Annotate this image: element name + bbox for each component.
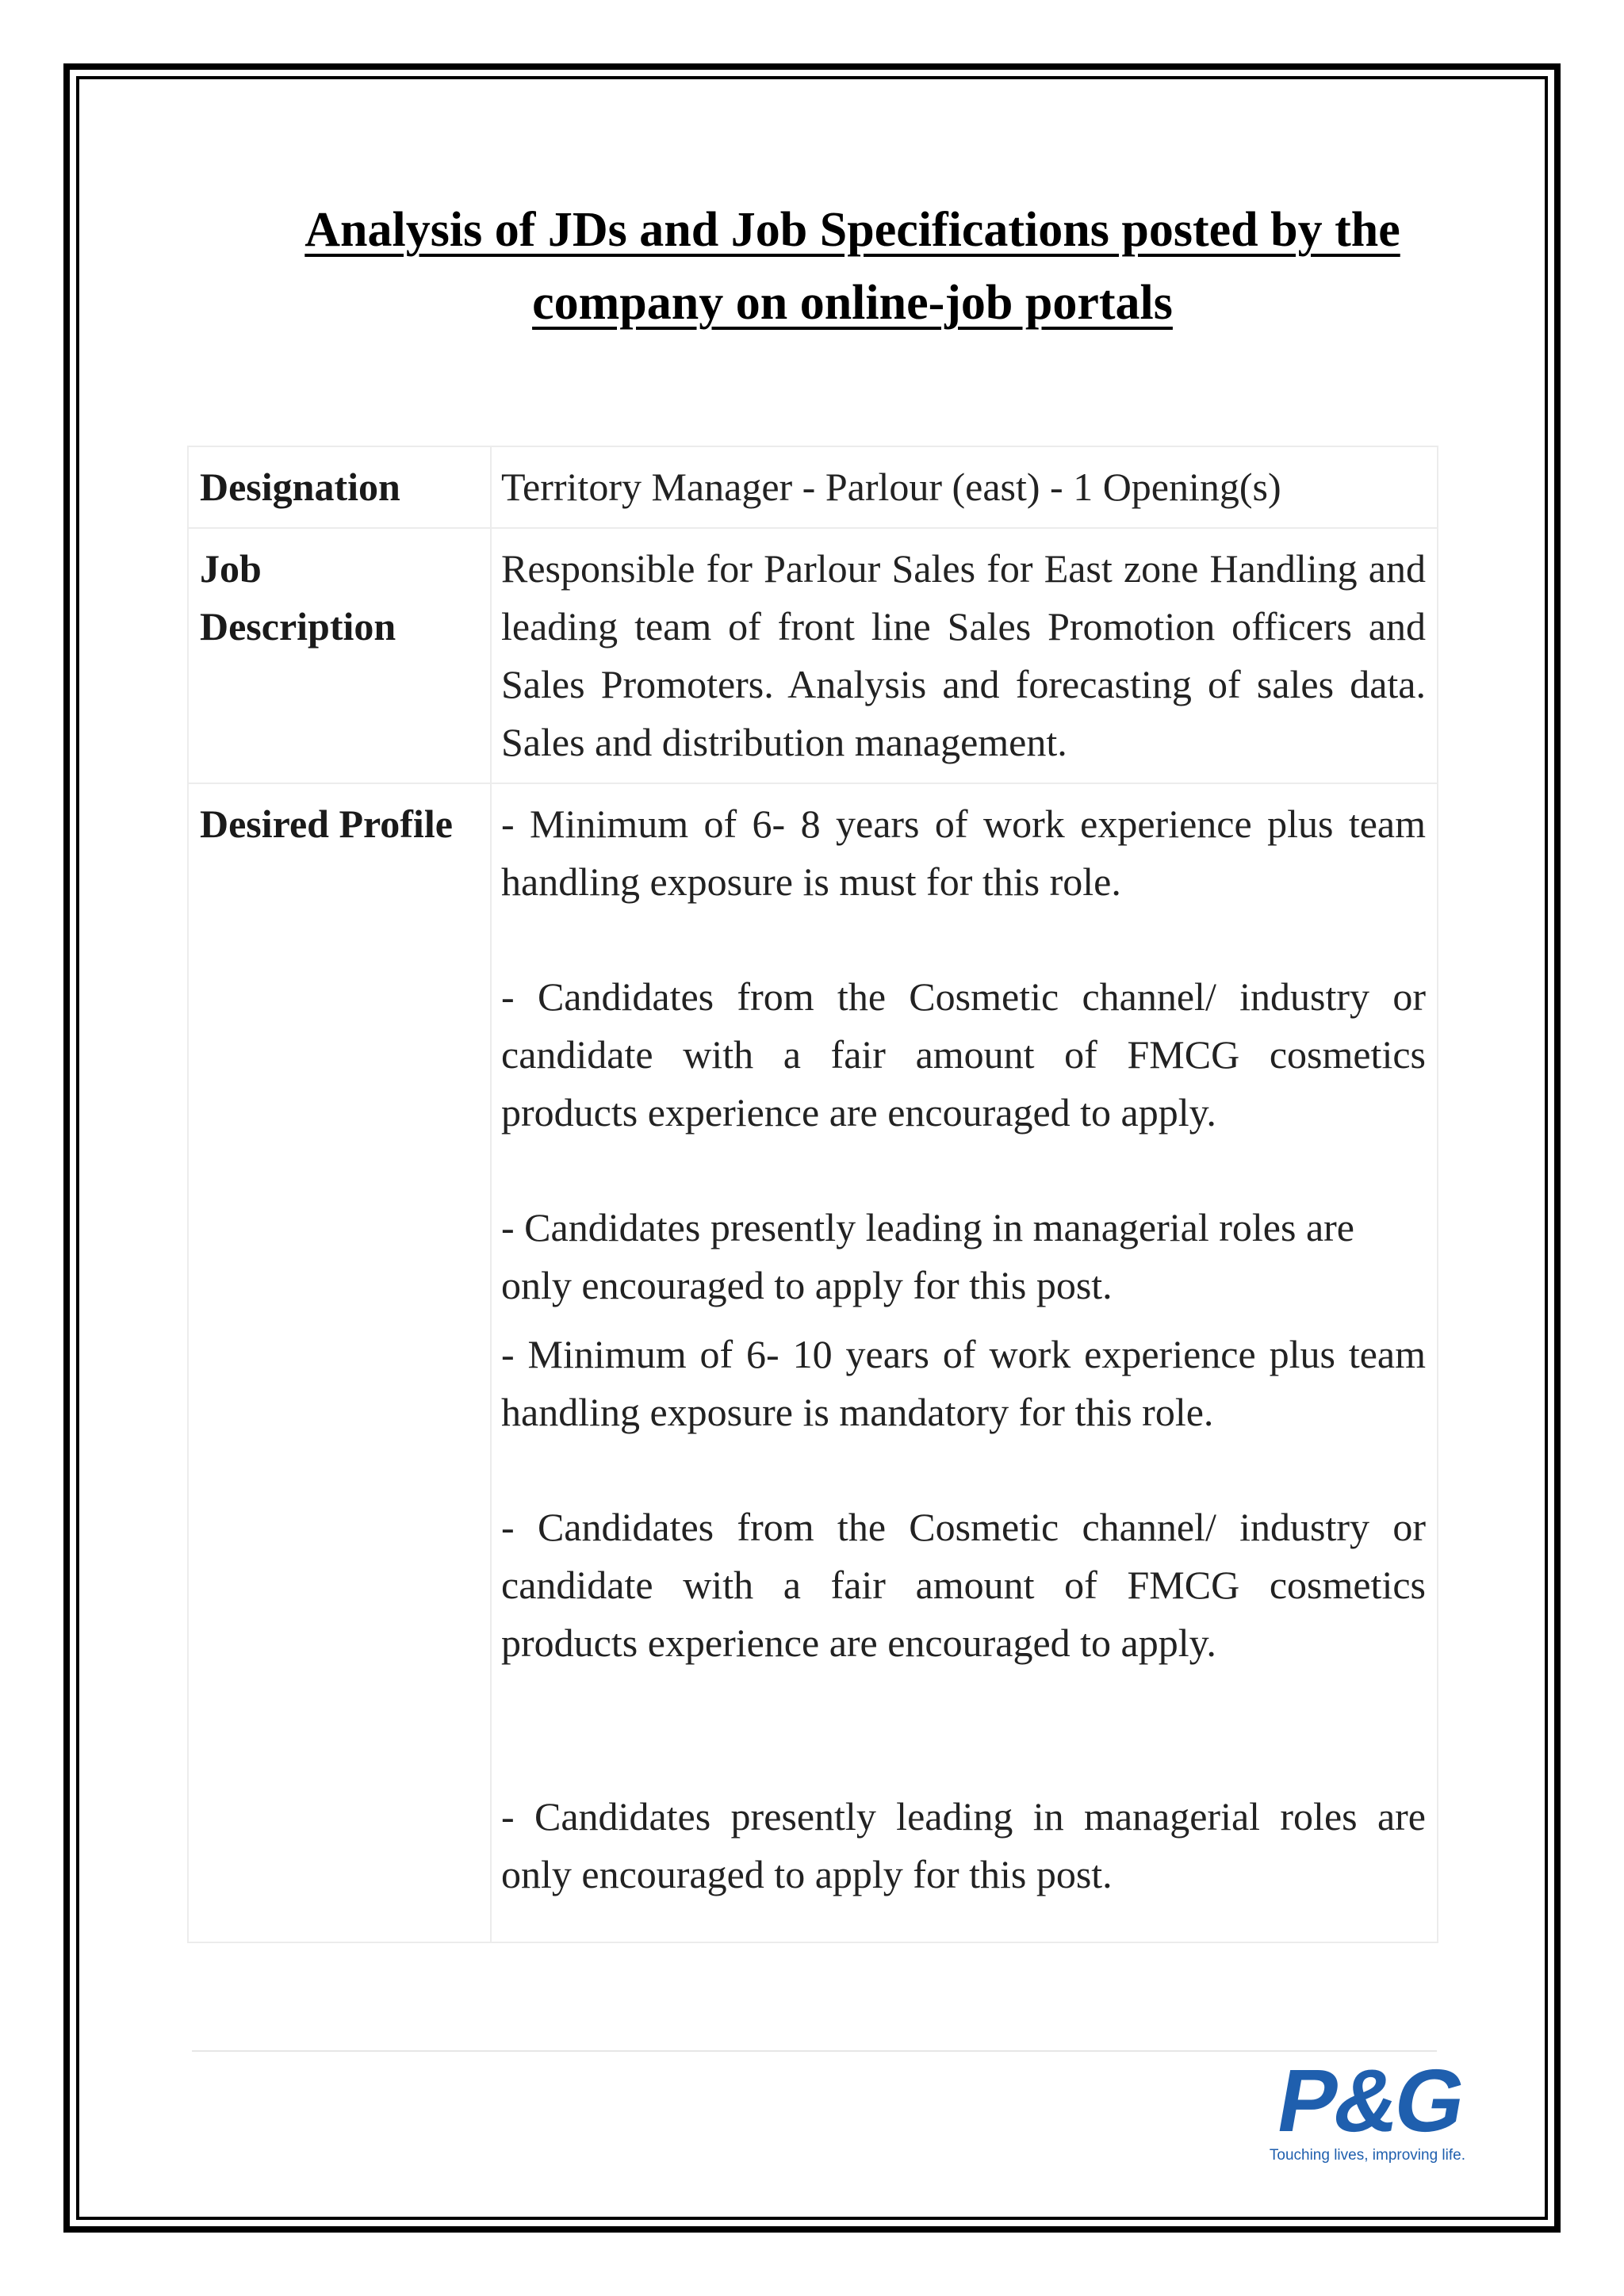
designation-value: Territory Manager - Parlour (east) - 1 Opening(s) [491, 446, 1438, 528]
desired-profile-paragraph: - Candidates from the Cosmetic channel/ industry or candidate with a fair amount of FMCG cosmetics products experience are encouraged to apply. [501, 974, 1426, 1135]
job-description-label-line1: Job [200, 546, 262, 591]
job-description-value: Responsible for Parlour Sales for East zone Handling and leading team of front line Sales Promotion officers and Sales Promoters. Analysis and forecasting of sales data. Sales and distribution management. [491, 528, 1438, 783]
desired-profile-paragraph: - Candidates from the Cosmetic channel/ industry or candidate with a fair amount of FMCG cosmetics products experience are encouraged to apply. [501, 1505, 1426, 1665]
designation-label: Designation [188, 446, 491, 528]
job-description-label [188, 528, 491, 783]
table-row-job-description [188, 528, 1438, 783]
desired-profile-paragraph: - Candidates presently leading in managerial roles are only encouraged to apply for this post. [501, 1205, 1354, 1307]
desired-profile-label: Desired Profile [188, 783, 491, 1942]
table-row-desired-profile [188, 783, 1438, 1942]
desired-profile-paragraph: - Minimum of 6- 10 years of work experience plus team handling exposure is mandatory for this role. [501, 1332, 1426, 1434]
pg-logo-tagline: Touching lives, improving life. [1269, 2147, 1465, 2164]
pg-logo-wordmark: P&G [1270, 2050, 1471, 2150]
desired-profile-value [491, 783, 1438, 1942]
pg-logo [1228, 2050, 1481, 2169]
job-description-label-line2: Description [200, 604, 396, 649]
table-row-designation [188, 446, 1438, 528]
job-spec-table [187, 446, 1438, 1943]
page-title-text: Analysis of JDs and Job Specifications posted by the company on online-job portals [304, 203, 1400, 330]
desired-profile-paragraph: - Candidates presently leading in managerial roles are only encouraged to apply for this post. [501, 1794, 1426, 1896]
page-title [270, 193, 1435, 339]
desired-profile-paragraph: - Minimum of 6- 8 years of work experience plus team handling exposure is must for this role. [501, 802, 1426, 904]
